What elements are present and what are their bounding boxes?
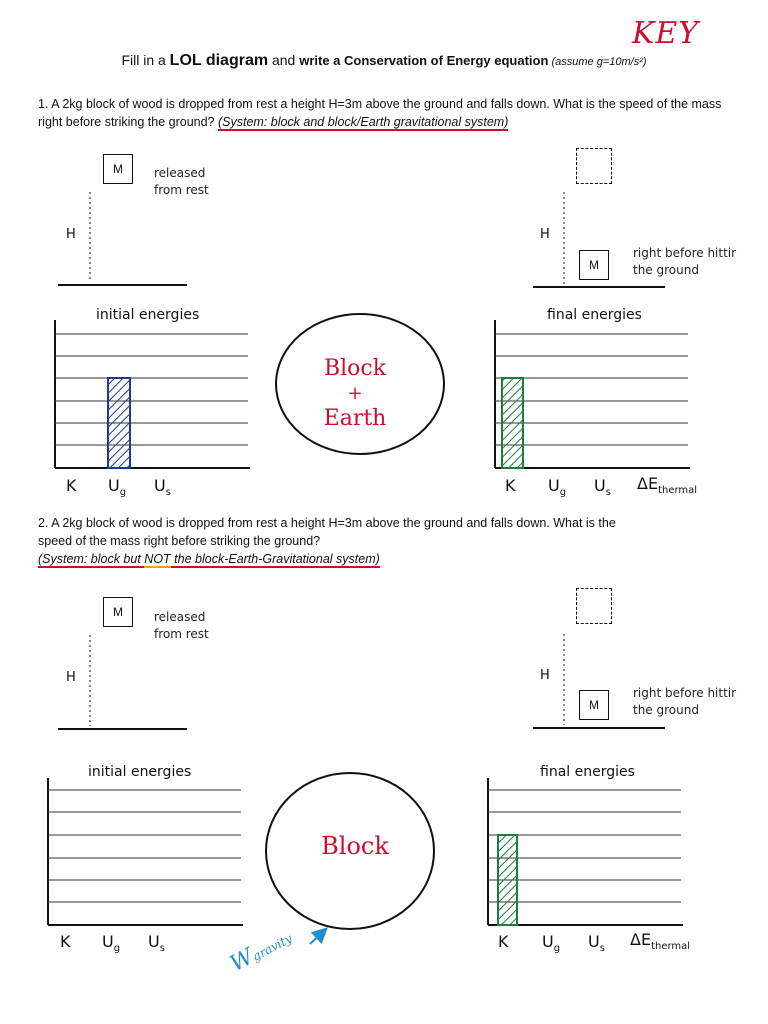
q2-text-line1: 2. A 2kg block of wood is dropped from rest a height H=3m above the ground and falls down. What is the [38,516,616,530]
us-sub: s [599,943,605,955]
thermal-sub: thermal [651,941,691,953]
circle-earth: Earth [323,406,387,431]
q1-initial-mass-block: M [103,154,133,184]
q2-final-graph [488,778,683,925]
q1-final-k-label: K [505,476,516,495]
q2-initial-k-label: K [60,932,71,951]
released-text: released [154,166,206,180]
q2-final-mass-block: M [579,690,609,720]
de-text: ΔE [637,474,659,493]
q1-system: (System: block and block/Earth gravitational system) [217,115,509,129]
ug-sub: g [559,487,567,499]
us-sub: s [159,943,165,955]
q1-initial-k-label: K [66,476,77,495]
work-gravity-arrow [310,930,325,944]
us-u: U [594,476,606,495]
title-pre: Fill in a [121,52,170,68]
ug-u: U [102,932,114,951]
q2-system-b: the block-Earth-Gravitational system) [170,552,380,566]
from-rest-text: from rest [154,627,209,641]
work-w: W [226,944,258,977]
q2-text-line2: speed of the mass right before striking the ground? [38,534,321,548]
q1-initial-ug-bar [108,378,130,468]
right-before-text: right before hittir [633,686,737,700]
right-before-text: right before hittir [633,246,737,260]
q2-initial-height-label: H [66,670,76,685]
q2-final-k-label: K [498,932,509,951]
q2-initial-mass-block: M [103,597,133,627]
q2-initial-energies-title: initial energies [88,764,192,780]
ug-u: U [542,932,554,951]
q2-system-not: NOT [144,552,171,566]
circle-plus: + [347,383,363,404]
circle-block: Block [323,356,387,381]
thermal-sub: thermal [658,485,698,497]
q1-final-k-bar [502,378,523,468]
ug-sub: g [119,487,127,499]
ug-u: U [548,476,560,495]
q1-final-graph [495,320,690,468]
released-text: released [154,610,206,624]
us-u: U [154,476,166,495]
q2-system-circle [266,773,434,929]
us-u: U [588,932,600,951]
q1-initial-graph [55,320,250,468]
work-sub-gravity: gravity [249,931,295,964]
q1-system-circle [276,314,444,454]
q1-final-mass-block: M [579,250,609,280]
title-bold: write a Conservation of Energy equation [299,53,549,68]
ug-sub: g [553,943,561,955]
us-sub: s [165,487,171,499]
q2-final-height-label: H [540,668,550,683]
ug-u: U [108,476,120,495]
the-ground-text: the ground [633,263,699,277]
title-and: and [268,52,300,68]
the-ground-text: the ground [633,703,699,717]
de-text: ΔE [630,930,652,949]
answer-key-label: KEY [632,16,700,51]
title-note: (assume g=10m/s²) [548,56,647,68]
us-u: U [148,932,160,951]
us-sub: s [605,487,611,499]
q1-final-energies-title: final energies [547,307,642,323]
q2-system-circle-text: Block [321,832,389,860]
q2-final-k-bar [498,835,517,925]
ug-sub: g [113,943,121,955]
q1-initial-energies-title: initial energies [96,307,200,323]
q1-final-height-label: H [540,227,550,242]
q2-final-energies-title: final energies [540,764,635,780]
from-rest-text: from rest [154,183,209,197]
q2-initial-graph [48,778,243,925]
title-lol: LOL diagram [169,52,269,69]
q1-initial-height-label: H [66,227,76,242]
q1-text: 1. A 2kg block of wood is dropped from rest a height H=3m above the ground and falls down. What is the speed of the mass right before striking the ground? [38,97,722,129]
q2-system-a: (System: block but [38,552,145,566]
